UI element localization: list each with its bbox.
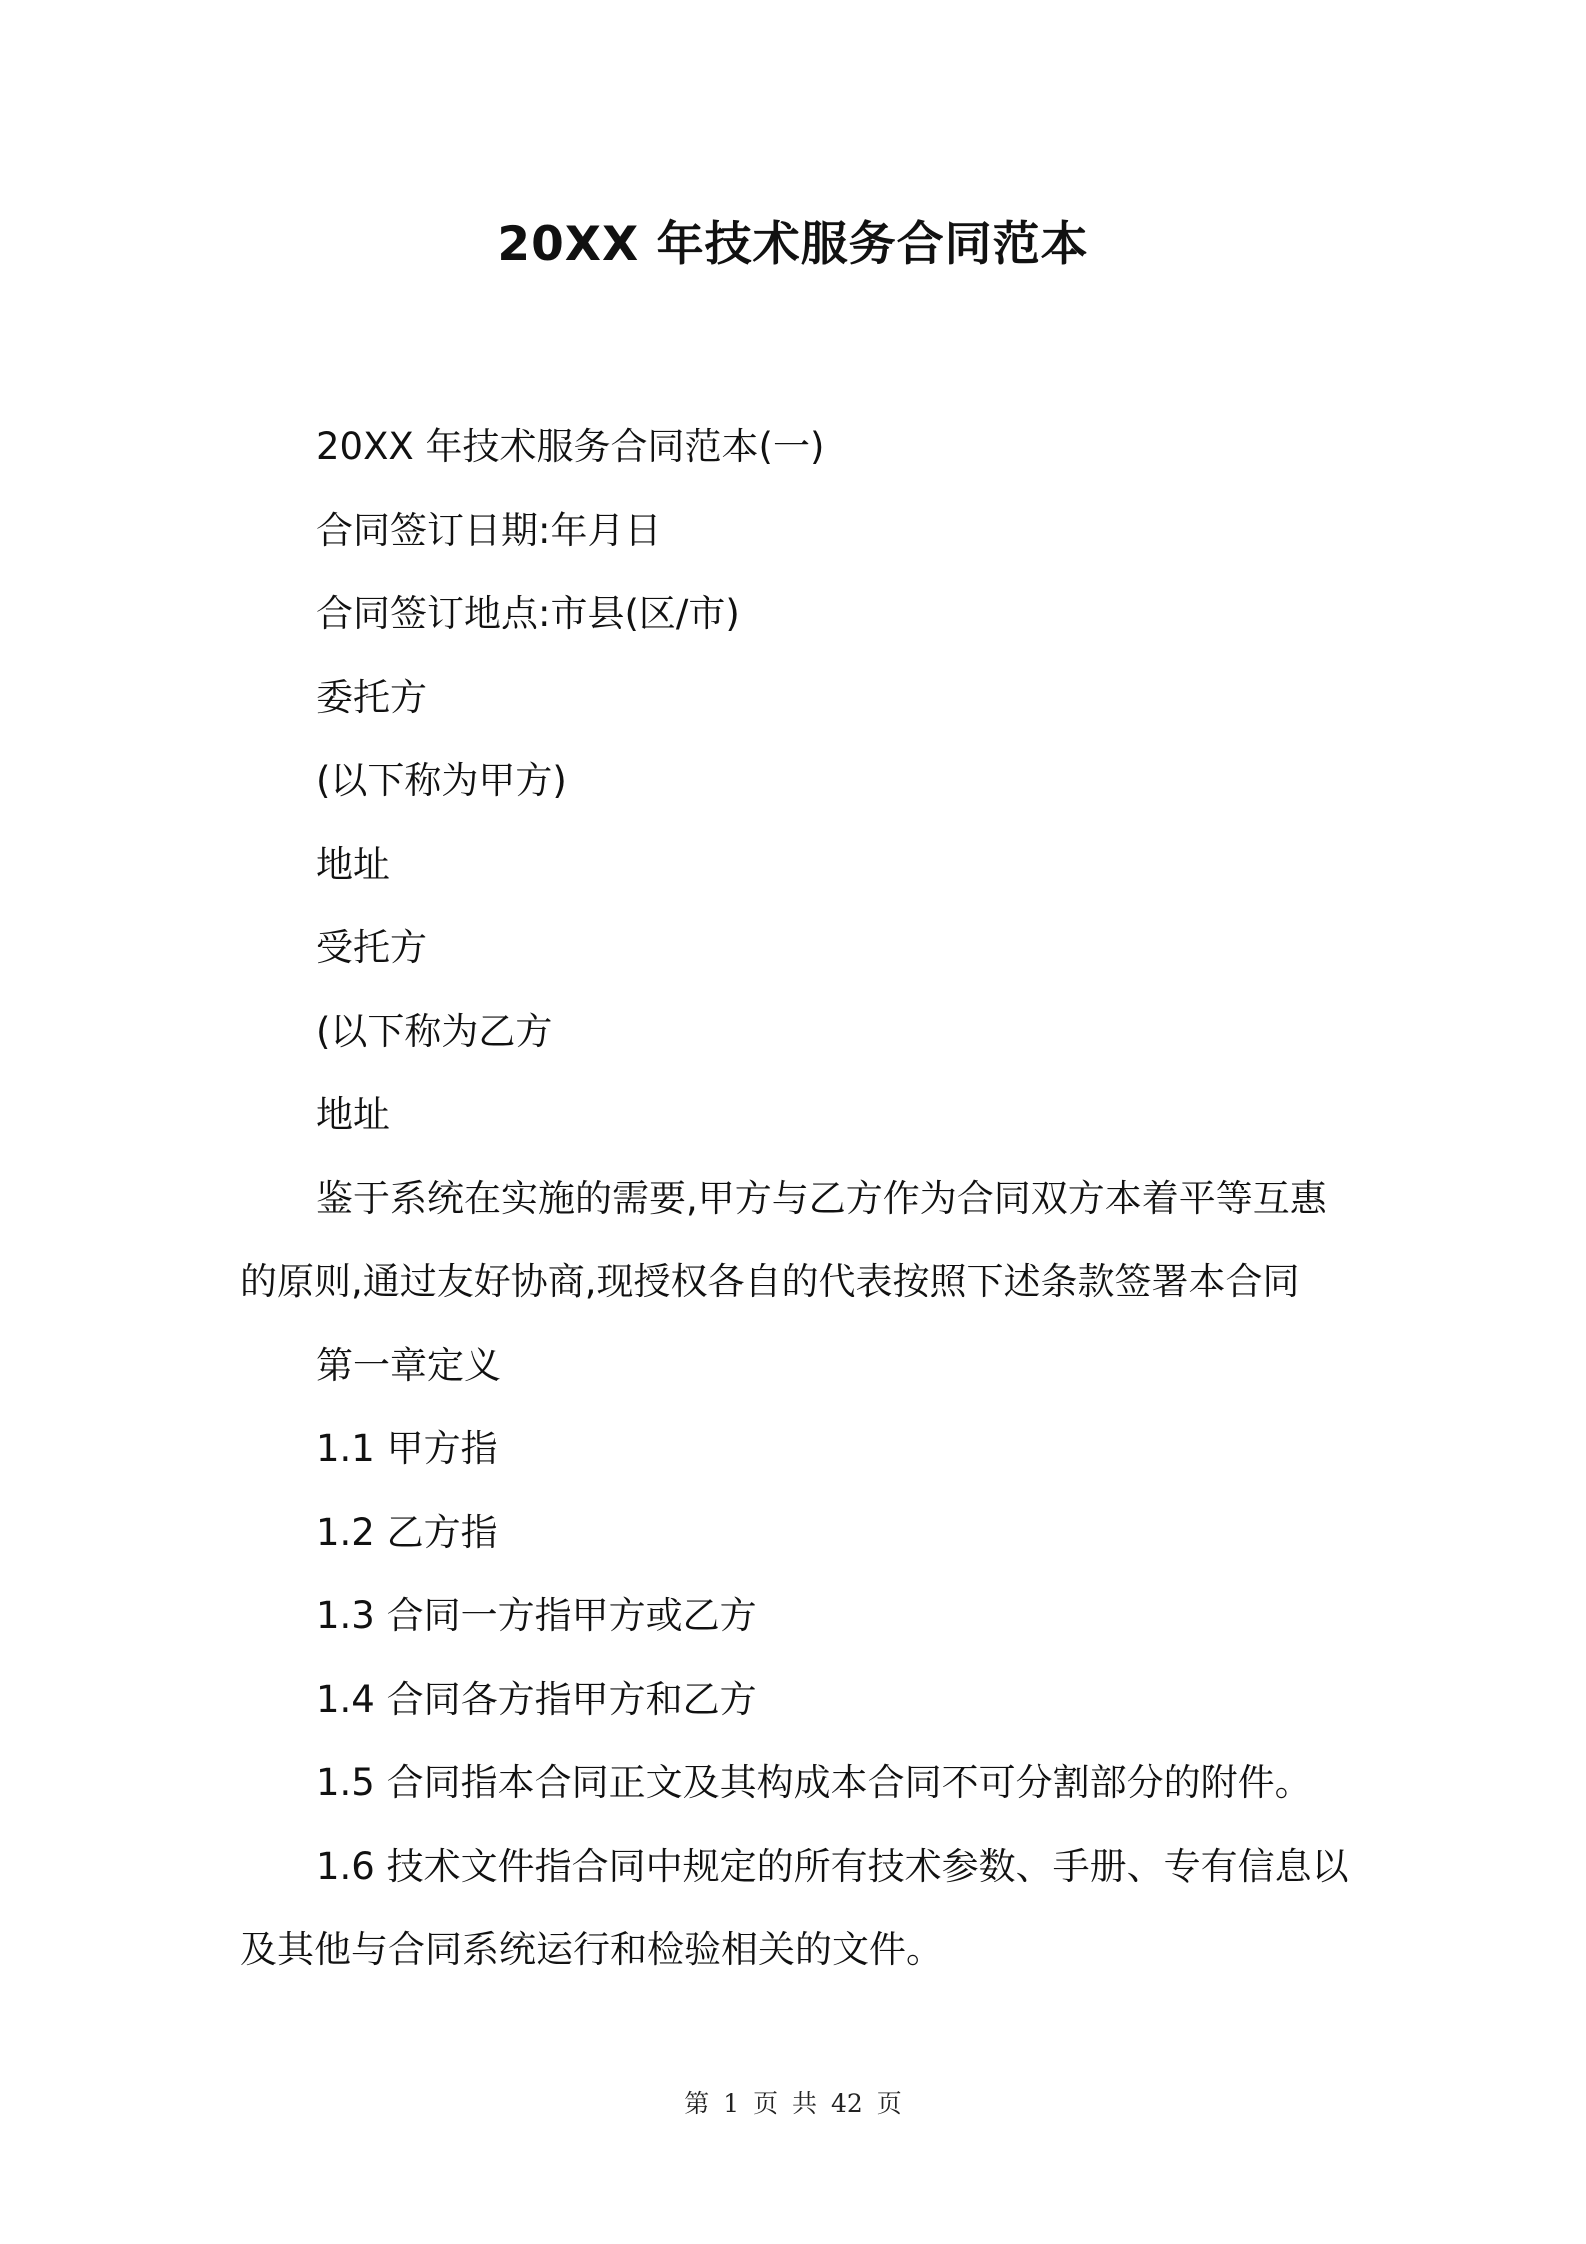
paragraph-line: 1.5 合同指本合同正文及其构成本合同不可分割部分的附件。: [316, 1761, 1312, 1804]
paragraph: [240, 906, 1350, 990]
paragraph-line: 1.4 合同各方指甲方和乙方: [316, 1677, 757, 1721]
paragraph-line: 鉴于系统在实施的需要,甲方与乙方作为合同双方本着平等互惠: [316, 1176, 1327, 1220]
paragraph-line: (以下称为甲方): [316, 759, 567, 802]
paragraph-line: 1.3 合同一方指甲方或乙方: [316, 1594, 757, 1637]
paragraph-continuation-line: 的原则,通过友好协商,现授权各自的代表按照下述条款签署本合同: [240, 1260, 1300, 1303]
page-number-footer: 第 1 页 共 42 页: [684, 2089, 902, 2118]
paragraph-line: 委托方: [316, 675, 427, 719]
paragraph: [240, 1574, 1350, 1658]
paragraph: [240, 1741, 1350, 1825]
paragraph-line: 1.6 技术文件指合同中规定的所有技术参数、手册、专有信息以: [316, 1844, 1349, 1888]
paragraph: [240, 572, 1350, 656]
paragraph-line: 合同签订日期:年月日: [316, 508, 662, 552]
paragraph-line: 合同签订地点:市县(区/市): [316, 592, 740, 635]
paragraph: [240, 1491, 1350, 1575]
document-title: 20XX 年技术服务合同范本: [497, 217, 1089, 272]
paragraph: [240, 1658, 1350, 1742]
paragraph: [240, 990, 1350, 1074]
paragraph: [240, 739, 1350, 823]
paragraph: [240, 1407, 1350, 1491]
paragraph-line: 受托方: [316, 926, 427, 969]
paragraph-line: 地址: [316, 1093, 390, 1136]
paragraph: [240, 1073, 1350, 1157]
paragraph: [240, 489, 1350, 573]
paragraph: [240, 656, 1350, 740]
paragraph-line: 20XX 年技术服务合同范本(一): [316, 425, 825, 468]
paragraph-line: 地址: [316, 842, 390, 886]
paragraph: [240, 1157, 1350, 1324]
paragraph-line: (以下称为乙方: [316, 1009, 553, 1053]
paragraph-line: 1.2 乙方指: [316, 1510, 498, 1554]
paragraph: [240, 1825, 1350, 1992]
paragraph-continuation-line: 及其他与合同系统运行和检验相关的文件。: [240, 1928, 943, 1971]
paragraph: [240, 1324, 1350, 1408]
paragraph-line: 第一章定义: [316, 1343, 501, 1387]
paragraph: [240, 823, 1350, 907]
paragraph: [240, 405, 1350, 489]
document-body: [240, 405, 1350, 1992]
paragraph-line: 1.1 甲方指: [316, 1427, 498, 1470]
